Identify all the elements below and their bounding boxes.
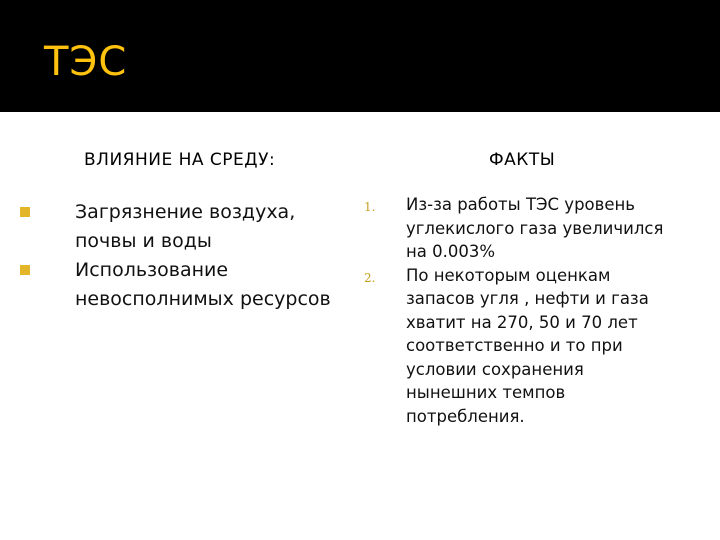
list-number: 2. bbox=[364, 270, 376, 285]
list-item-text: Использование невосполнимых ресурсов bbox=[75, 259, 331, 310]
left-column-heading: ВЛИЯНИЕ НА СРЕДУ: bbox=[84, 150, 276, 170]
square-bullet-icon bbox=[20, 265, 30, 275]
list-item bbox=[364, 264, 664, 429]
list-item bbox=[20, 256, 360, 314]
list-item bbox=[364, 193, 664, 264]
list-number: 1. bbox=[364, 200, 376, 214]
list-item-text: Из-за работы ТЭС уровень углекислого газа увеличился на 0.003% bbox=[406, 195, 664, 261]
list-item bbox=[20, 198, 360, 256]
square-bullet-icon bbox=[20, 207, 30, 217]
facts-list bbox=[364, 193, 664, 428]
list-item-text: Загрязнение воздуха, почвы и воды bbox=[75, 201, 296, 252]
title-bar bbox=[0, 0, 720, 112]
right-column-heading: ФАКТЫ bbox=[489, 150, 556, 170]
slide-title: ТЭС bbox=[44, 39, 128, 85]
list-item-text: По некоторым оценкам запасов угля , нефти и газа хватит на 270, 50 и 70 лет соответственно и то при условии сохранения нынешних темпов потребления. bbox=[406, 265, 649, 426]
impact-list bbox=[20, 198, 360, 314]
